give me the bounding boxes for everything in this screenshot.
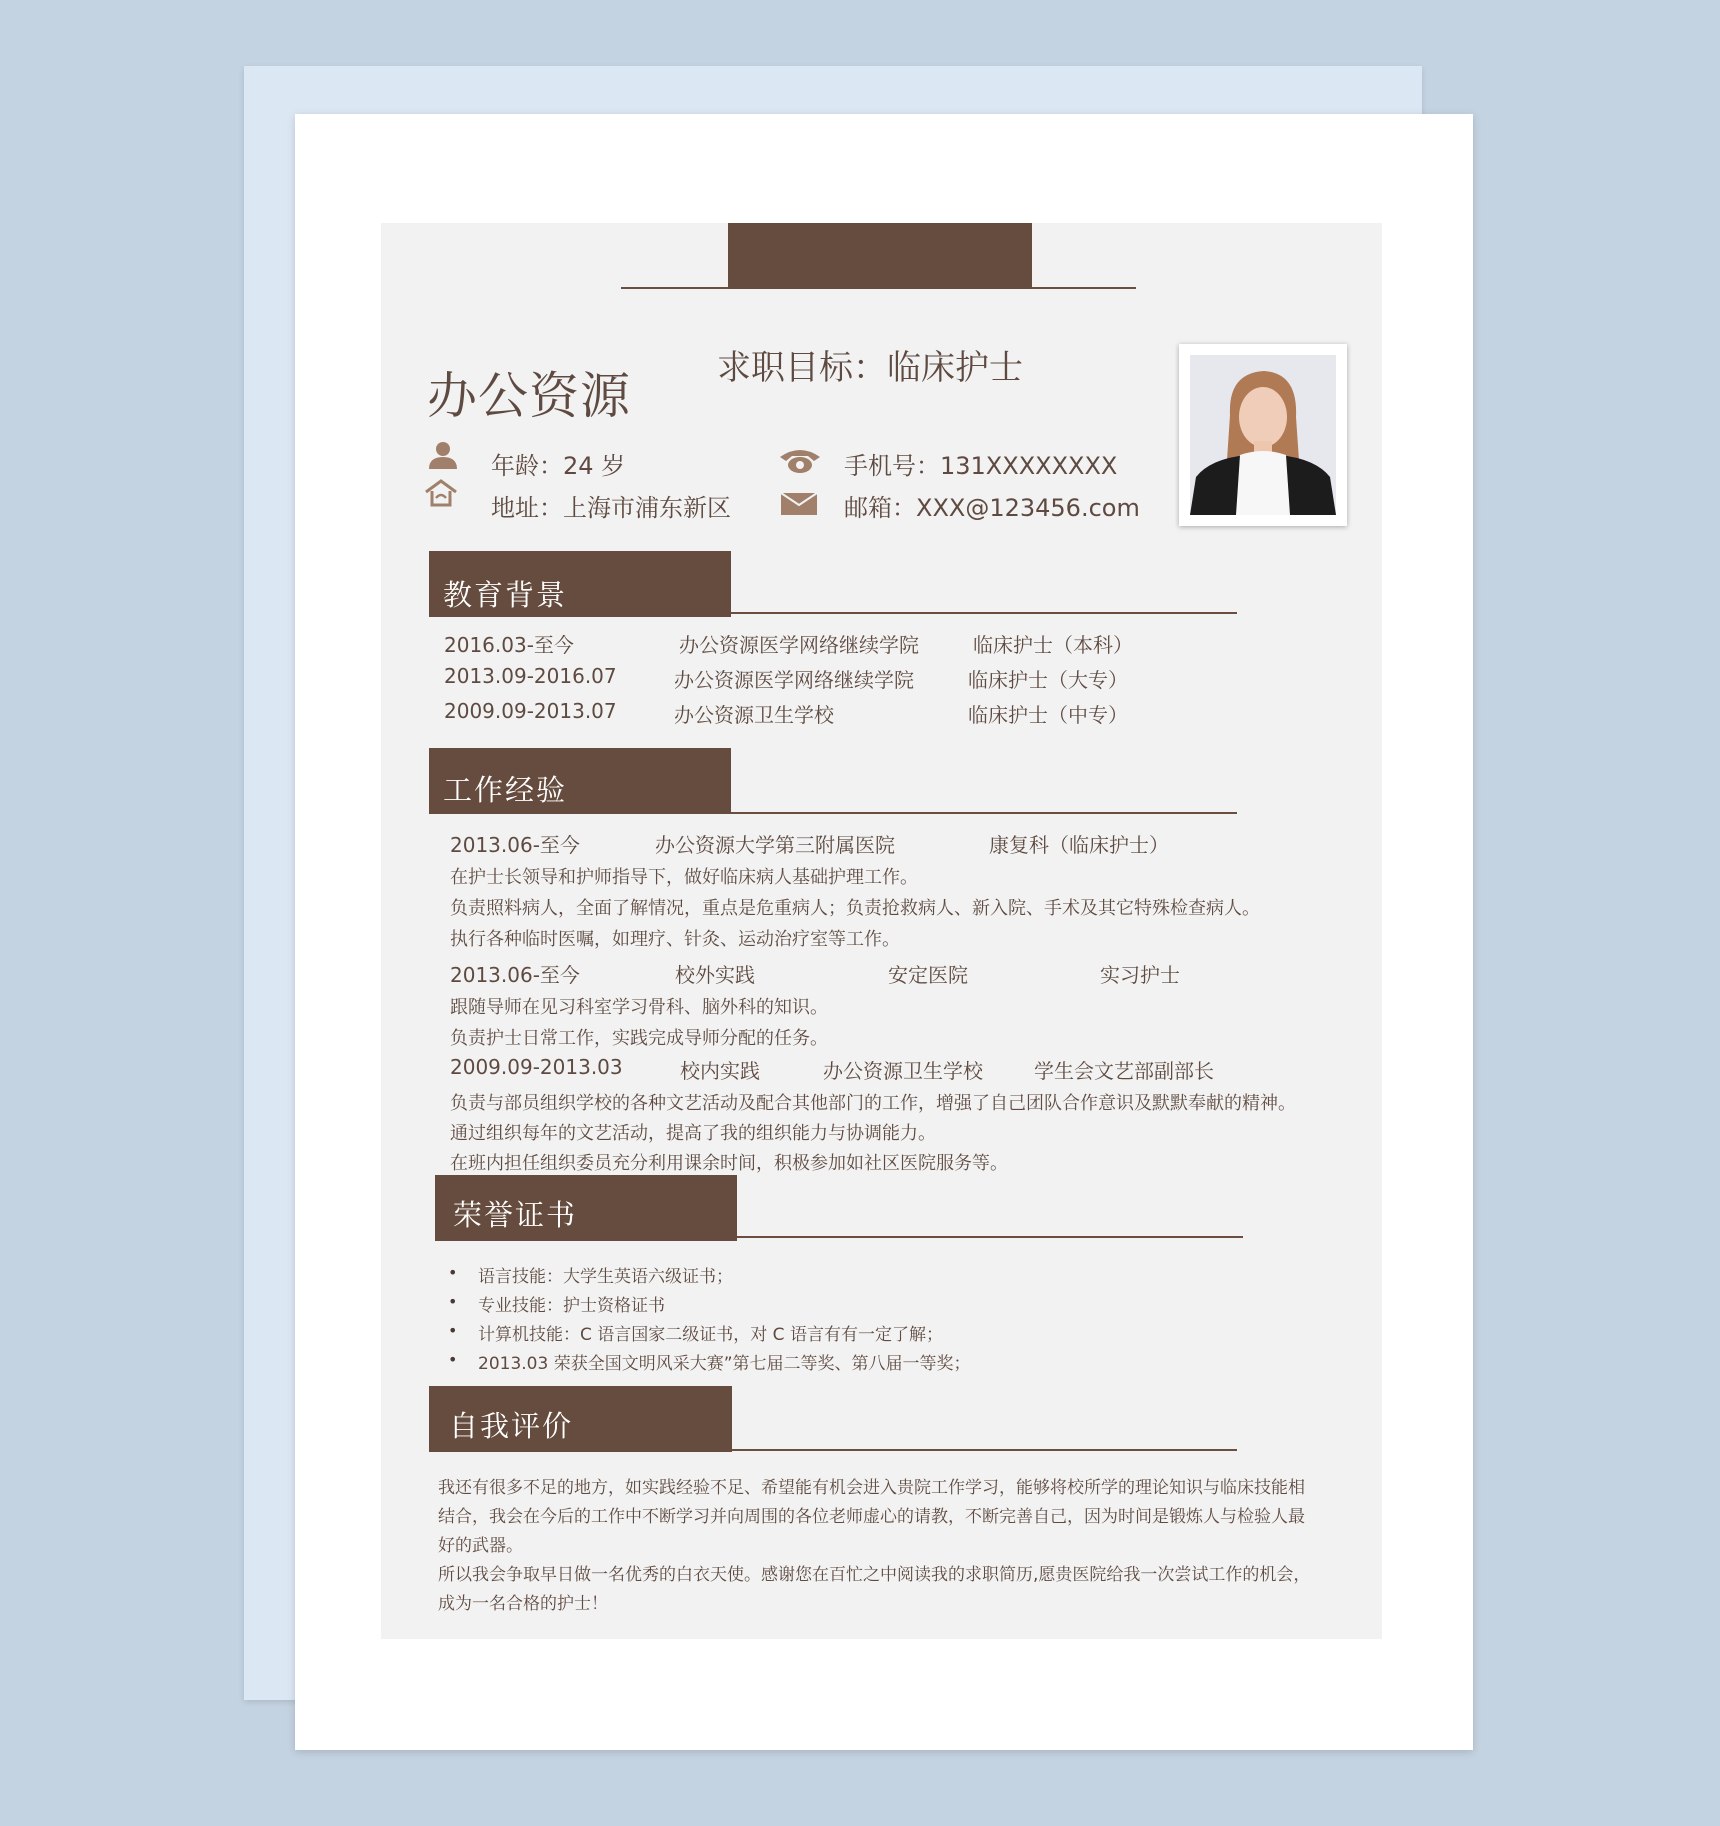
job-date: 2013.06-至今 <box>450 963 580 987</box>
self-eval-line: 好的武器。 <box>438 1536 523 1556</box>
honors-title: 荣誉证书 <box>453 1198 578 1232</box>
edu-date: 2016.03-至今 <box>444 633 574 657</box>
profile-photo <box>1190 355 1336 515</box>
resume-page <box>381 223 1382 1639</box>
job-role: 学生会文艺部副部长 <box>1034 1059 1214 1083</box>
self-eval-rule <box>732 1449 1237 1451</box>
job-desc: 在护士长领导和护师指导下，做好临床病人基础护理工作。 <box>450 867 918 888</box>
work-header <box>429 748 731 814</box>
self-eval-line: 我还有很多不足的地方，如实践经验不足、希望能有机会进入贵院工作学习，能够将校所学的理论知识与临床技能相 <box>438 1478 1305 1498</box>
home-icon <box>424 478 458 508</box>
cert-item: 语言技能：大学生英语六级证书； <box>478 1267 733 1287</box>
work-title: 工作经验 <box>443 773 568 807</box>
job-org: 办公资源大学第三附属医院 <box>655 833 895 857</box>
job-desc: 执行各种临时医嘱，如理疗、针灸、运动治疗室等工作。 <box>450 929 900 950</box>
edu-school: 办公资源医学网络继续学院 <box>679 633 919 657</box>
education-header <box>429 551 731 617</box>
bullet-icon: • <box>448 1350 458 1369</box>
edu-date: 2013.09-2016.07 <box>444 664 617 688</box>
job-desc: 负责照料病人，全面了解情况，重点是危重病人；负责抢救病人、新入院、手术及其它特殊检查病人。 <box>450 898 1260 919</box>
job-role: 实习护士 <box>1100 963 1180 987</box>
self-eval-header <box>429 1386 732 1452</box>
job-org: 办公资源卫生学校 <box>823 1059 983 1083</box>
bullet-icon: • <box>448 1292 458 1311</box>
edu-major: 临床护士（中专） <box>968 703 1128 727</box>
photo-frame <box>1179 344 1347 526</box>
education-title: 教育背景 <box>443 578 568 612</box>
top-accent-bar <box>728 223 1032 289</box>
self-eval-line: 成为一名合格的护士！ <box>438 1594 608 1614</box>
edu-school: 办公资源医学网络继续学院 <box>674 668 914 692</box>
bullet-icon: • <box>448 1321 458 1340</box>
job-role: 康复科（临床护士） <box>989 833 1169 857</box>
email: 邮箱：XXX@123456.com <box>844 494 1140 522</box>
job-org: 安定医院 <box>888 963 968 987</box>
bullet-icon: • <box>448 1263 458 1282</box>
edu-major: 临床护士（本科） <box>973 633 1133 657</box>
age: 年龄：24 岁 <box>491 452 626 480</box>
candidate-name: 办公资源 <box>427 367 631 425</box>
honors-header <box>435 1175 737 1241</box>
job-desc: 在班内担任组织委员充分利用课余时间，积极参加如社区医院服务等。 <box>450 1153 1008 1174</box>
edu-major: 临床护士（大专） <box>968 668 1128 692</box>
self-eval-line: 结合，我会在今后的工作中不断学习并向周围的各位老师虚心的请教，不断完善自己，因为时间是锻炼人与检验人最 <box>438 1507 1305 1527</box>
telephone-icon <box>778 445 822 475</box>
job-date: 2009.09-2013.03 <box>450 1055 623 1079</box>
cert-item: 计算机技能：C 语言国家二级证书，对 C 语言有有一定了解； <box>478 1325 943 1345</box>
job-date: 2013.06-至今 <box>450 833 580 857</box>
job-type: 校外实践 <box>675 963 755 987</box>
phone: 手机号：131XXXXXXXX <box>844 452 1118 480</box>
address: 地址：上海市浦东新区 <box>491 494 731 522</box>
cert-item: 专业技能：护士资格证书 <box>478 1296 665 1316</box>
self-eval-title: 自我评价 <box>449 1409 574 1443</box>
honors-rule <box>737 1236 1243 1238</box>
job-type: 校内实践 <box>680 1059 760 1083</box>
job-desc: 负责与部员组织学校的各种文艺活动及配合其他部门的工作，增强了自己团队合作意识及默默奉献的精神。 <box>450 1093 1296 1114</box>
edu-date: 2009.09-2013.07 <box>444 699 617 723</box>
cert-item: 2013.03 荣获全国文明风采大赛”第七届二等奖、第八届一等奖； <box>478 1354 971 1374</box>
envelope-icon <box>780 489 818 519</box>
job-desc: 通过组织每年的文艺活动，提高了我的组织能力与协调能力。 <box>450 1123 936 1144</box>
job-desc: 负责护士日常工作，实践完成导师分配的任务。 <box>450 1028 828 1049</box>
work-rule <box>731 812 1237 814</box>
education-rule <box>731 612 1237 614</box>
job-objective: 求职目标：临床护士 <box>717 348 1023 388</box>
job-desc: 跟随导师在见习科室学习骨科、脑外科的知识。 <box>450 997 828 1018</box>
person-icon <box>426 440 460 470</box>
edu-school: 办公资源卫生学校 <box>674 703 834 727</box>
self-eval-line: 所以我会争取早日做一名优秀的白衣天使。感谢您在百忙之中阅读我的求职简历,愿贵医院给我一次尝试工作的机会， <box>438 1565 1311 1585</box>
